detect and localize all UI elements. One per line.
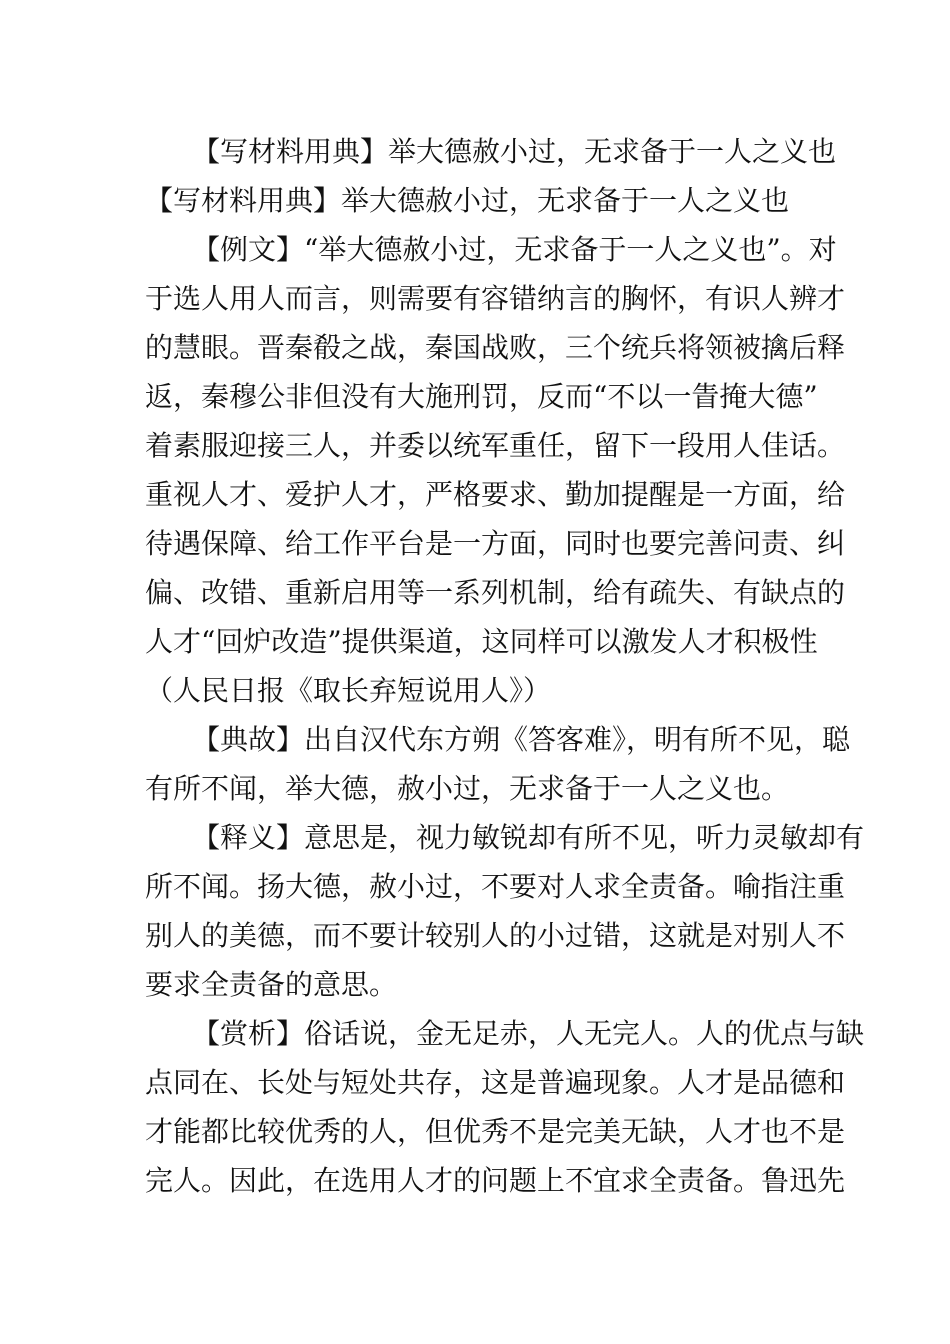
- text-line: 的慧眼。晋秦殽之战，秦国战败，三个统兵将领被擒后释: [145, 331, 846, 364]
- text-line: 偏、改错、重新启用等一系列机制，给有疏失、有缺点的: [145, 576, 846, 609]
- text-line: 待遇保障、给工作平台是一方面，同时也要完善问责、纠: [145, 527, 846, 560]
- text-line: 【释义】意思是，视力敏锐却有所不见，听力灵敏却有: [192, 821, 865, 854]
- text-line: 别人的美德，而不要计较别人的小过错，这就是对别人不: [145, 919, 846, 952]
- text-line: 于选人用人而言，则需要有容错纳言的胸怀，有识人辨才: [145, 282, 846, 315]
- text-line: 有所不闻，举大德，赦小过，无求备于一人之义也。: [145, 772, 790, 805]
- text-line: （人民日报《取长弃短说用人》）: [145, 674, 552, 707]
- document-title: 【写材料用典】举大德赦小过，无求备于一人之义也: [192, 135, 837, 168]
- text-line: 完人。因此，在选用人才的问题上不宜求全责备。鲁迅先: [145, 1164, 846, 1197]
- text-line: 返，秦穆公非但没有大施刑罚，反而“不以一眚掩大德”: [145, 380, 818, 413]
- text-line: 点同在、长处与短处共存，这是普遍现象。人才是品德和: [145, 1066, 846, 1099]
- text-line: 【例文】“举大德赦小过，无求备于一人之义也”。对: [192, 233, 837, 266]
- text-line: 人才“回炉改造”提供渠道，这同样可以激发人才积极性: [145, 625, 818, 658]
- text-line: 所不闻。扬大德，赦小过，不要对人求全责备。喻指注重: [145, 870, 846, 903]
- text-line: 【赏析】俗话说，金无足赤，人无完人。人的优点与缺: [192, 1017, 865, 1050]
- text-line: 才能都比较优秀的人，但优秀不是完美无缺，人才也不是: [145, 1115, 846, 1148]
- text-line: 要求全责备的意思。: [145, 968, 398, 1001]
- text-line: 【典故】出自汉代东方朔《答客难》，明有所不见，聪: [192, 723, 851, 756]
- text-line: 着素服迎接三人，并委以统军重任，留下一段用人佳话。: [145, 429, 846, 462]
- document-subtitle: 【写材料用典】举大德赦小过，无求备于一人之义也: [145, 184, 790, 217]
- text-line: 重视人才、爱护人才，严格要求、勤加提醒是一方面，给: [145, 478, 846, 511]
